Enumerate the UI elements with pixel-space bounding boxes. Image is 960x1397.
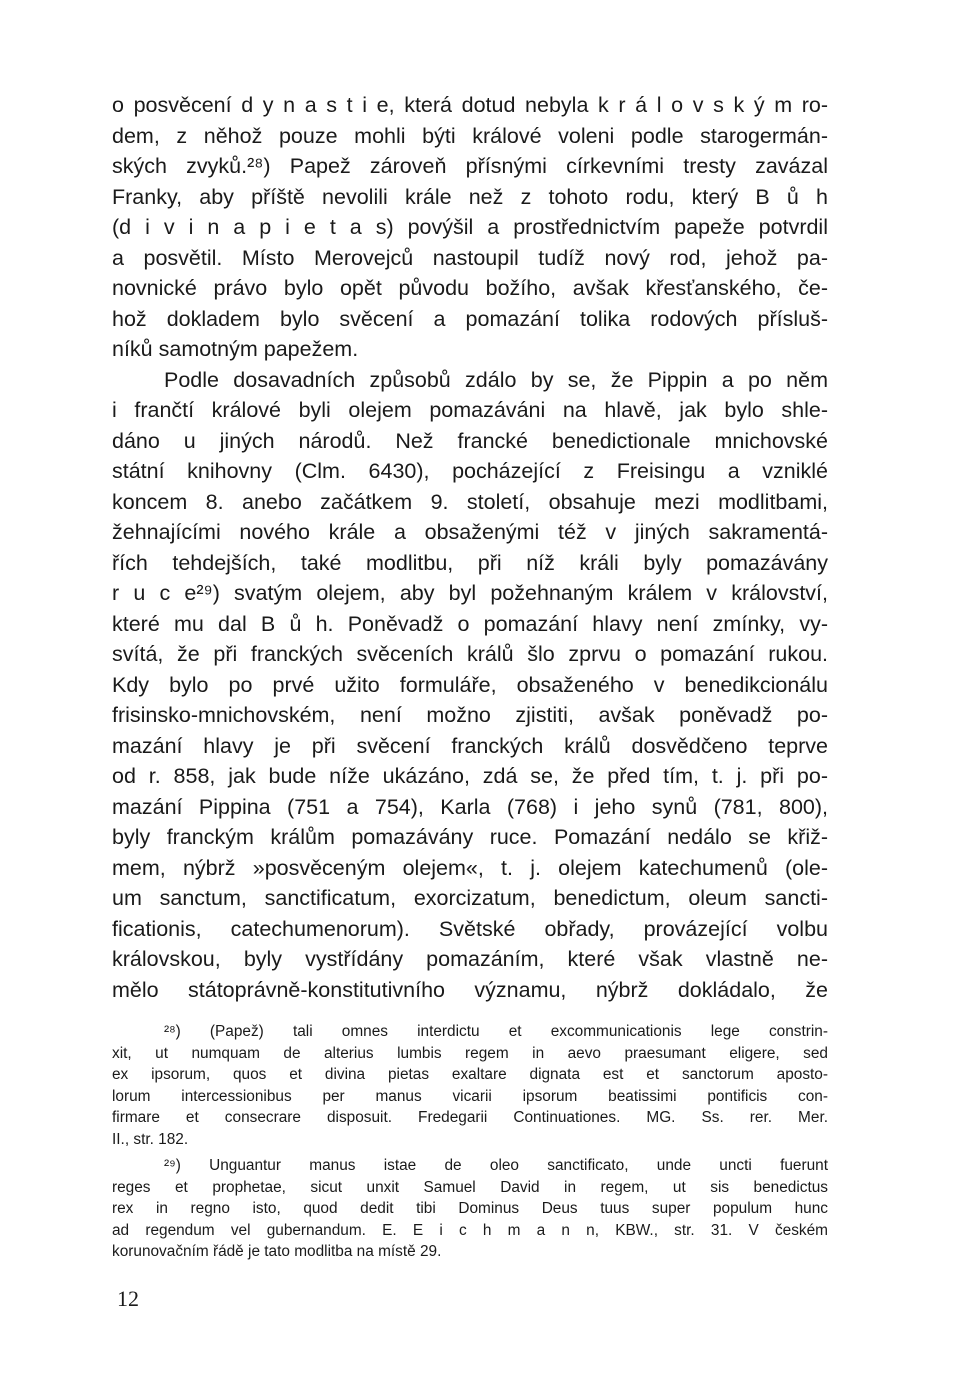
footnote-line: ad regendum vel gubernandum. E. E i c h m a n n, KBW., str. 31. V českém <box>112 1221 828 1239</box>
main-text <box>112 90 828 1005</box>
text-line: dáno u jiných národů. Než francké benedictionale mnichovské <box>112 428 828 453</box>
text-line: Podle dosavadních způsobů zdálo by se, že Pippin a po něm <box>164 367 828 392</box>
text-line: Franky, aby příště nevolili krále než z tohoto rodu, který B ů h <box>112 184 828 209</box>
footnote-line: firmare et consecrare disposuit. Fredegarii Continuationes. MG. Ss. rer. Mer. <box>112 1109 828 1126</box>
text-line: a posvětil. Místo Merovejců nastoupil tudíž nový rod, jehož pa- <box>112 245 828 270</box>
text-line: státní knihovny (Clm. 6430), pocházející z Freisingu a vzniklé <box>112 459 828 483</box>
footnote-line: xit, ut numquam de alterius lumbis regem in aevo praesumant eligere, sed <box>112 1044 828 1062</box>
text-line: ských zvyků.²⁸) Papež zároveň přísnými církevními tresty zavázal <box>112 154 828 178</box>
footnotes <box>112 1021 828 1263</box>
page-number: 12 <box>117 1286 139 1311</box>
footnote <box>112 1021 828 1150</box>
text-line: r u c e²⁹) svatým olejem, aby byl požehnaným králem v království, <box>112 581 828 605</box>
text-line: mem, nýbrž »posvěceným olejem«, t. j. olejem katechumenů (ole- <box>112 855 828 880</box>
footnote-line: ²⁸) (Papež) tali omnes interdictu et excommunicationis lege constrin- <box>164 1023 828 1040</box>
text-line: ficationis, catechumenorum). Světské obřady, provázející volbu <box>112 916 828 941</box>
text-line: (d i v i n a p i e t a s) povýšil a prostřednictvím papeže potvrdil <box>112 215 828 239</box>
text-line: mazání Pippina (751 a 754), Karla (768) i jeho synů (781, 800), <box>112 794 828 819</box>
footnote-line: II., str. 182. <box>112 1130 189 1148</box>
footnote <box>112 1155 828 1263</box>
text-line: královskou, byly vystřídány pomazáním, které však vlastně ne- <box>112 947 828 971</box>
footnote-line: lorum intercessionibus per manus vicarii ipsorum beatissimi pontificis con- <box>112 1087 828 1105</box>
text-line: od r. 858, jak bude níže ukázáno, zdá se, že před tím, t. j. při po- <box>112 764 828 788</box>
text-line: mazání hlavy je při svěcení franckých králů dosvědčeno teprve <box>112 733 828 758</box>
footnote-line: reges et prophetae, sicut unxit Samuel David in regem, ut sis benedictus <box>112 1178 828 1196</box>
text-line: řích tehdejších, také modlitbu, při níž králi byly pomazávány <box>112 550 828 575</box>
text-line: frisinsko-mnichovském, není možno zjistiti, avšak poněvadž po- <box>112 703 828 727</box>
text-line: mělo státoprávně-konstitutivního významu, nýbrž dokládalo, že <box>112 977 828 1002</box>
text-line: Kdy bylo po prvé užito formuláře, obsaženého v benedikcionálu <box>112 672 828 697</box>
text-line: které mu dal B ů h. Poněvadž o pomazání hlavy není zmínky, vy- <box>112 611 828 636</box>
footnote-line: ex ipsorum, quos et divina pietas exaltare dignata est et sanctorum aposto- <box>112 1066 828 1083</box>
text-line: byly franckým králům pomazávány ruce. Pomazání nedálo se křiž- <box>112 825 828 849</box>
text-line: svítá, že při franckých svěceních králů šlo zprvu o pomazání rukou. <box>112 642 828 666</box>
footnote-line: rex in regno isto, quod dedit tibi Dominus Deus tuus super populum hunc <box>112 1200 828 1217</box>
text-line: žehnajícími nového krále a obsaženými též v jiných sakramentá- <box>112 520 828 544</box>
text-line: koncem 8. anebo začátkem 9. století, obsahuje mezi modlitbami, <box>112 489 828 514</box>
text-line: um sanctum, sanctificatum, exorcizatum, benedictum, oleum sancti- <box>112 886 828 910</box>
footnote-line: ²⁹) Unguantur manus istae de oleo sanctificato, unde uncti fuerunt <box>164 1157 828 1174</box>
text-line: hož dokladem bylo svěcení a pomazání tolika rodových přísluš- <box>112 306 828 331</box>
footnote-line: korunovačním řádě je tato modlitba na místě 29. <box>112 1243 442 1260</box>
text-line: o posvěcení d y n a s t i e, která dotud nebyla k r á l o v s k ý m ro- <box>112 93 828 117</box>
text-line: i frančtí králové byli olejem pomazáváni na hlavě, jak bylo shle- <box>112 398 828 422</box>
text-line: níků samotným papežem. <box>112 337 359 361</box>
text-line: dem, z něhož pouze mohli býti králové voleni podle starogermán- <box>112 123 828 148</box>
text-line: novnické právo bylo opět původu božího, avšak křesťanského, če- <box>112 276 828 300</box>
